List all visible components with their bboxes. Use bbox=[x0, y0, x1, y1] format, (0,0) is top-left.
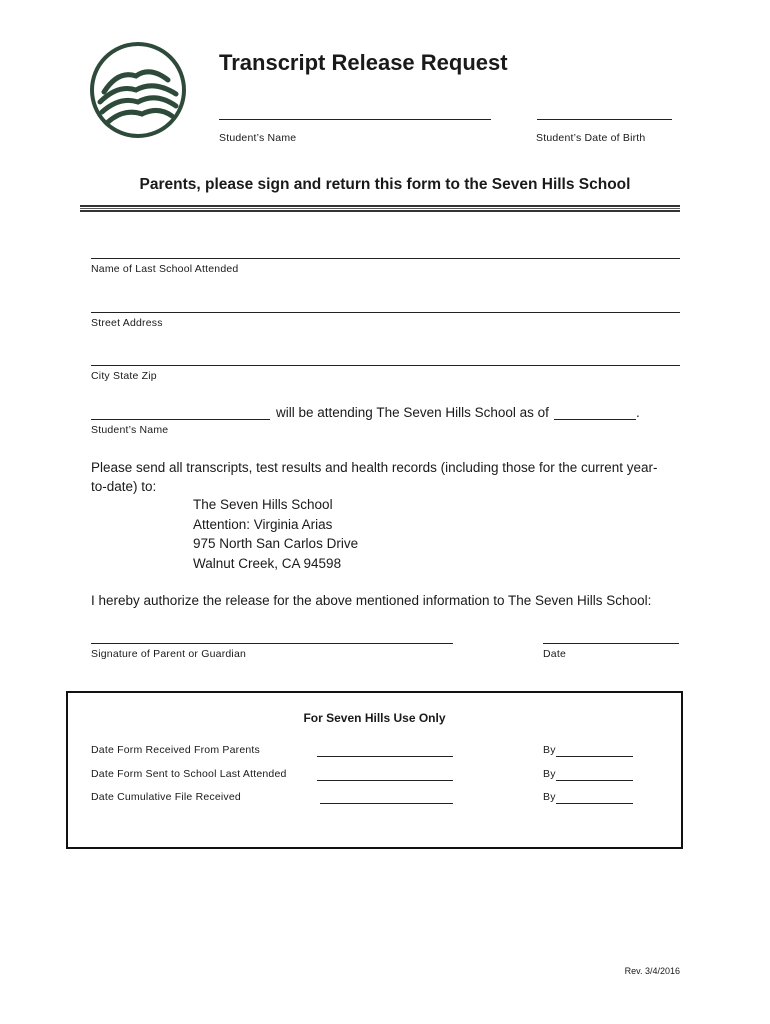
office-row-label: Date Form Sent to School Last Attended bbox=[91, 768, 287, 780]
address-line: Attention: Virginia Arias bbox=[193, 516, 333, 532]
address-line: The Seven Hills School bbox=[193, 497, 333, 512]
address-line: Walnut Creek, CA 94598 bbox=[193, 555, 342, 571]
hills-logo-icon bbox=[88, 40, 188, 140]
request-line-1: Please send all transcripts, test results and health records (including those for the current year- bbox=[91, 460, 658, 475]
attending-name-label: Student’s Name bbox=[91, 424, 169, 436]
dob-label: Student’s Date of Birth bbox=[536, 132, 646, 144]
office-use-title: For Seven Hills Use Only bbox=[303, 711, 446, 725]
office-row-date-line[interactable] bbox=[317, 756, 453, 757]
city-state-zip-label: City State Zip bbox=[91, 370, 157, 382]
mailing-address bbox=[193, 495, 358, 573]
office-row-by-line[interactable] bbox=[556, 756, 633, 757]
page-title: Transcript Release Request bbox=[219, 50, 508, 75]
authorization-statement: I hereby authorize the release for the above mentioned information to The Seven Hills School: bbox=[91, 593, 652, 608]
city-state-zip-line[interactable] bbox=[91, 365, 680, 366]
section-divider bbox=[80, 205, 680, 212]
office-row-date-line[interactable] bbox=[320, 803, 453, 804]
last-school-line[interactable] bbox=[91, 258, 680, 259]
office-row-by-label: By bbox=[543, 768, 556, 780]
office-row-by-label: By bbox=[543, 744, 556, 756]
office-row-by-label: By bbox=[543, 791, 556, 803]
street-address-line[interactable] bbox=[91, 312, 680, 313]
instruction-heading: Parents, please sign and return this form to the Seven Hills School bbox=[139, 176, 631, 193]
request-line-2: to-date) to: bbox=[91, 479, 157, 494]
attending-period: . bbox=[636, 405, 640, 420]
school-logo bbox=[88, 40, 188, 140]
office-row-label: Date Cumulative File Received bbox=[91, 791, 241, 803]
signature-line[interactable] bbox=[91, 643, 453, 644]
signature-label: Signature of Parent or Guardian bbox=[91, 648, 247, 660]
dob-line[interactable] bbox=[537, 119, 672, 120]
street-address-label: Street Address bbox=[91, 317, 163, 329]
office-row-by-line[interactable] bbox=[556, 780, 633, 781]
attending-student-name-line[interactable] bbox=[91, 419, 270, 420]
attending-date-line[interactable] bbox=[554, 419, 636, 420]
office-row-date-line[interactable] bbox=[317, 780, 453, 781]
office-row-label: Date Form Received From Parents bbox=[91, 744, 261, 756]
signature-date-label: Date bbox=[543, 648, 566, 660]
signature-date-line[interactable] bbox=[543, 643, 679, 644]
address-line: 975 North San Carlos Drive bbox=[193, 536, 359, 551]
office-row-by-line[interactable] bbox=[556, 803, 633, 804]
student-name-line[interactable] bbox=[219, 119, 491, 120]
revision-date: Rev. 3/4/2016 bbox=[624, 966, 680, 976]
last-school-label: Name of Last School Attended bbox=[91, 263, 239, 275]
student-name-label: Student’s Name bbox=[219, 132, 297, 144]
attending-sentence: will be attending The Seven Hills School as of bbox=[276, 405, 549, 420]
